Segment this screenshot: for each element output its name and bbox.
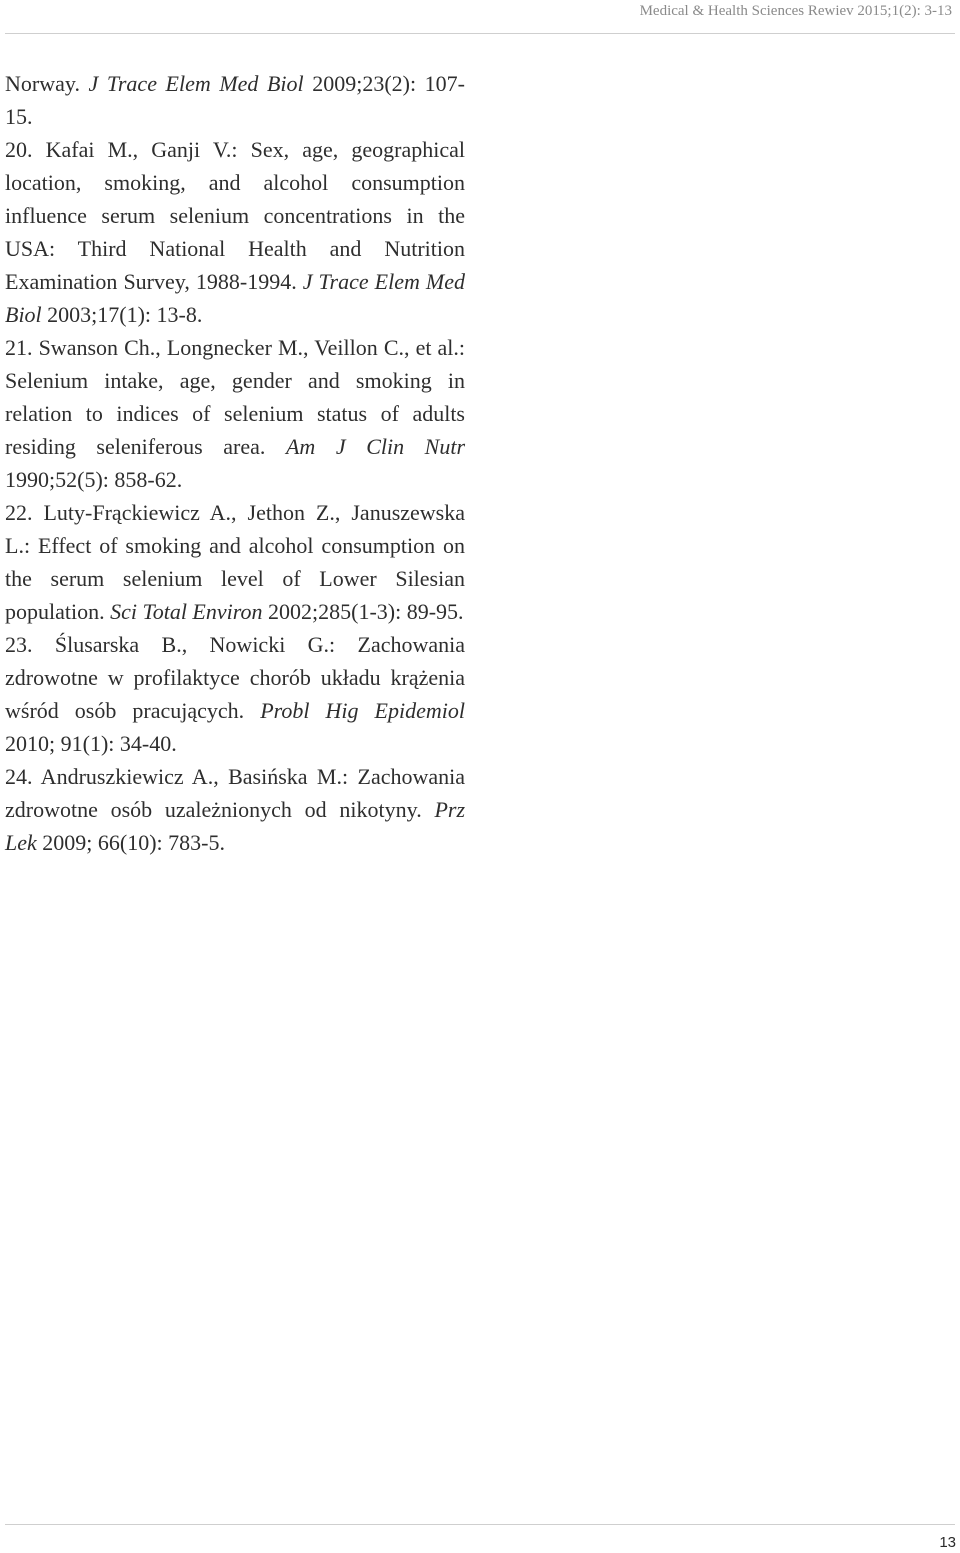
reference-authors: 21. Swanson Ch., Longnecker M., Veillon C., et al.: (5, 335, 465, 360)
reference-item (5, 760, 465, 859)
reference-title: Selenium intake, age, gender and smoking in relation to indices of selenium status of adults residing seleniferous area. (5, 368, 465, 459)
reference-list (5, 67, 465, 859)
reference-details: 1990;52(5): 858-62. (5, 467, 183, 492)
reference-item (5, 133, 465, 331)
reference-item (5, 496, 465, 628)
reference-title: Sex, age, geographical location, smoking, and alcohol consumption influence serum selenium concentrations in the USA: Third National Health and Nutrition Examination Survey, 1988-1994. (5, 137, 466, 294)
reference-title: Effect of smoking and alcohol consumption on the serum selenium level of Lower Silesian population. (5, 533, 465, 624)
reference-journal: Am J Clin Nutr (285, 434, 466, 459)
reference-details: 2010; 91(1): 34-40. (5, 731, 177, 756)
page-number: 13 (939, 1534, 956, 1551)
reference-title: Zachowania zdrowotne osób uzależnionych od nikotyny. (5, 764, 465, 822)
reference-details: 2002;285(1-3): 89-95. (268, 599, 464, 624)
footer-divider (5, 1524, 955, 1525)
reference-details: 2009;23(2): 107-15. (5, 71, 466, 129)
reference-item (5, 331, 465, 496)
reference-journal: Prz Lek (5, 797, 465, 855)
reference-authors: 22. Luty-Frąckiewicz A., Jethon Z., Januszewska L.: (5, 500, 465, 558)
reference-journal: Sci Total Environ (110, 599, 263, 624)
reference-authors: 20. Kafai M., Ganji V.: (5, 137, 238, 162)
running-header: Medical & Health Sciences Rewiev 2015;1(2): 3-13 (639, 3, 952, 19)
reference-authors: 23. Ślusarska B., Nowicki G.: (5, 632, 336, 657)
reference-item (5, 628, 465, 760)
reference-details: 2003;17(1): 13-8. (47, 302, 203, 327)
reference-title: Zachowania zdrowotne w profilaktyce chorób układu krążenia wśród osób pracujących. (5, 632, 466, 723)
reference-journal: J Trace Elem Med Biol (5, 269, 465, 327)
reference-item (5, 67, 465, 133)
reference-journal: J Trace Elem Med Biol (88, 71, 304, 96)
reference-journal: Probl Hig Epidemiol (260, 698, 465, 723)
reference-authors: 24. Andruszkiewicz A., Basińska M.: (5, 764, 349, 789)
reference-details: 2009; 66(10): 783-5. (42, 830, 225, 855)
header-divider (5, 33, 955, 34)
reference-authors: Norway. (5, 71, 80, 96)
